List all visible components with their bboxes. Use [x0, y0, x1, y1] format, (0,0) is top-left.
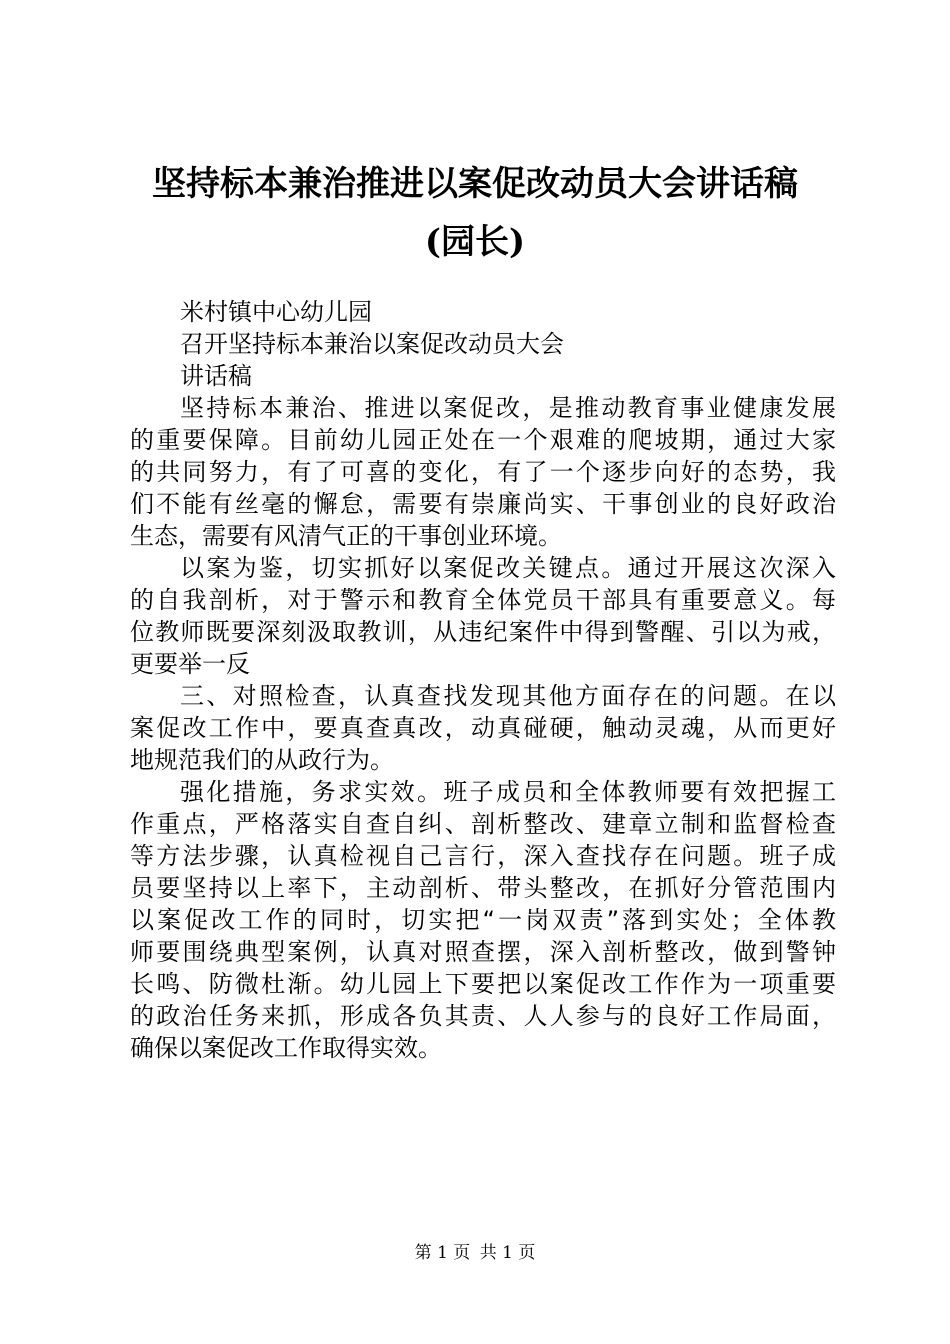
paragraph-line: 生态，需要有风清气正的干事创业环境。	[130, 522, 562, 550]
paragraph-line: 的政治任务来抓，形成各负其责、人人参与的良好工作局面，	[130, 1002, 836, 1030]
paragraph-line: 们不能有丝毫的懈怠，需要有崇廉尚实、干事创业的良好政治	[130, 490, 836, 518]
paragraph-line: 的重要保障。目前幼儿园正处在一个艰难的爬坡期，通过大家	[130, 426, 836, 454]
paragraph-line: 位教师既要深刻汲取教训，从违纪案件中得到警醒、引以为戒，	[130, 618, 836, 646]
paragraph-line: 长鸣、防微杜渐。幼儿园上下要把以案促改工作作为一项重要	[130, 970, 836, 998]
paragraph-line: 以案为鉴，切实抓好以案促改关键点。通过开展这次深入	[180, 554, 836, 582]
document-body	[130, 296, 836, 1064]
paragraph-line: 地规范我们的从政行为。	[130, 746, 394, 774]
paragraph-line: 案促改工作中，要真查真改，动真碰硬，触动灵魂，从而更好	[130, 714, 836, 742]
header-line-meeting: 召开坚持标本兼治以案促改动员大会	[180, 330, 564, 358]
paragraph-line: 强化措施，务求实效。班子成员和全体教师要有效把握工	[180, 778, 836, 806]
page-number: 第 1 页	[414, 1243, 471, 1263]
paragraph-line: 员要坚持以上率下，主动剖析、带头整改，在抓好分管范围内	[130, 874, 836, 902]
paragraph-line: 的自我剖析，对于警示和教育全体党员干部具有重要意义。每	[130, 586, 836, 614]
paragraph-line: 以案促改工作的同时，切实把“一岗双责”落到实处；全体教	[130, 906, 836, 934]
paragraph-line: 更要举一反	[130, 650, 250, 678]
header-line-school: 米村镇中心幼儿园	[180, 298, 372, 326]
paragraph-line: 作重点，严格落实自查自纠、剖析整改、建章立制和监督检查	[130, 810, 836, 838]
paragraph-line: 确保以案促改工作取得实效。	[130, 1034, 442, 1062]
paragraph-line: 坚持标本兼治、推进以案促改，是推动教育事业健康发展	[180, 394, 836, 422]
paragraph-line: 等方法步骤，认真检视自己言行，深入查找存在问题。班子成	[130, 842, 836, 870]
page-footer	[0, 1242, 950, 1264]
paragraph-line: 的共同努力，有了可喜的变化，有了一个逐步向好的态势，我	[130, 458, 836, 486]
document-title: 坚持标本兼治推进以案促改动员大会讲话稿	[152, 164, 798, 204]
paragraph-line: 师要围绕典型案例，认真对照查摆，深入剖析整改，做到警钟	[130, 938, 836, 966]
page-total: 共 1 页	[479, 1243, 536, 1263]
header-line-speech: 讲话稿	[180, 362, 252, 390]
document-subtitle: (园长)	[424, 222, 526, 262]
paragraph-line: 三、对照检查，认真查找发现其他方面存在的问题。在以	[180, 682, 836, 710]
